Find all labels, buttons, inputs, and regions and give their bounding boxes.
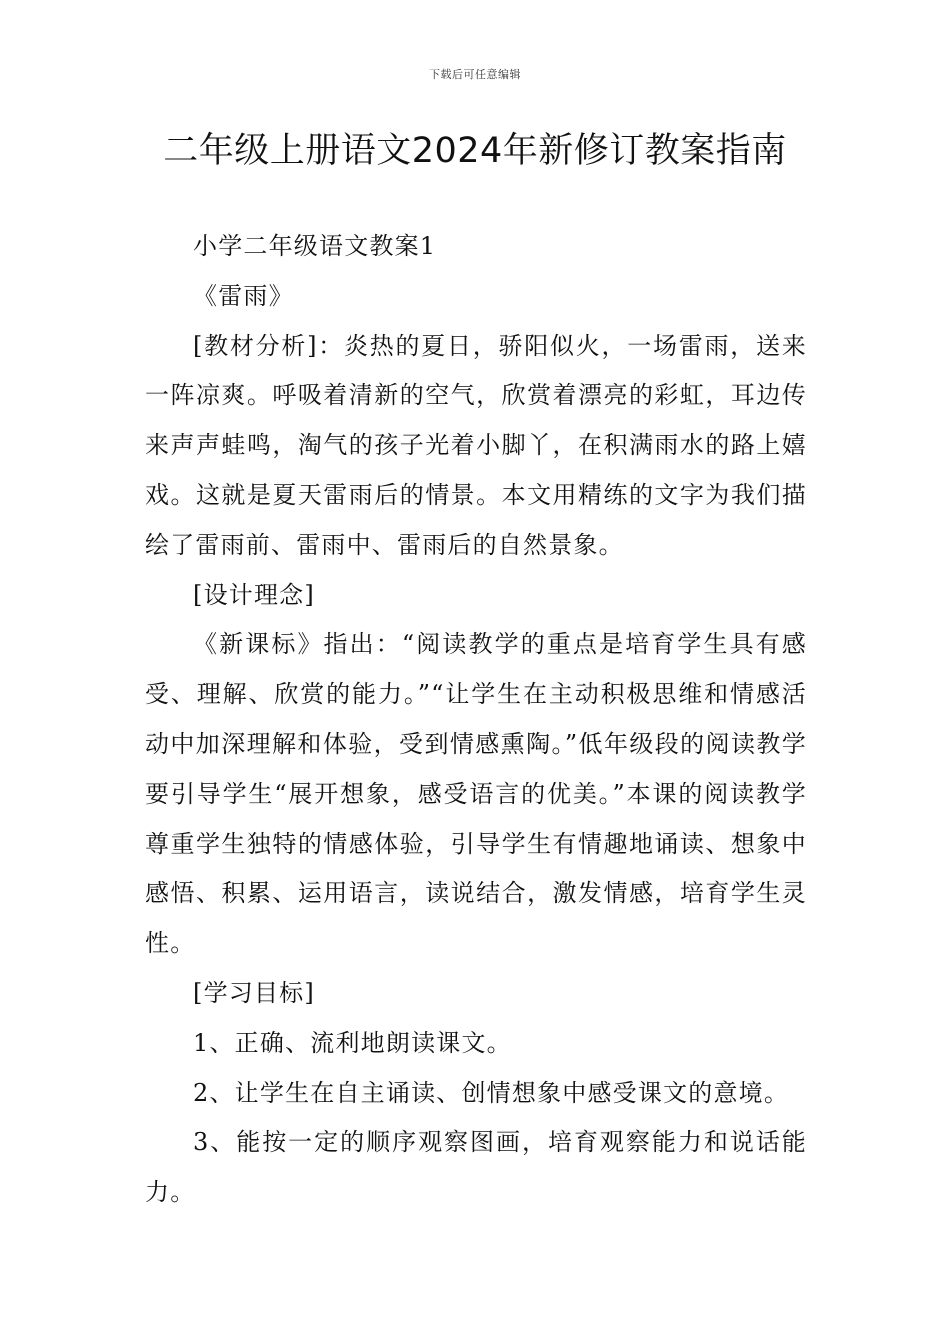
paragraph-textbook-analysis: [教材分析]：炎热的夏日，骄阳似火，一场雷雨，送来一阵凉爽。呼吸着清新的空气，欣赏着漂亮的彩虹，耳边传来声声蛙鸣，淘气的孩子光着小脚丫，在积满雨水的路上嬉戏。这就是夏天雷雨后的情景。本文用精练的文字为我们描绘了雷雨前、雷雨中、雷雨后的自然景象。 — [145, 331, 807, 559]
learning-goal-item: 1、正确、流利地朗读课文。 — [193, 1028, 512, 1057]
header-note: 下载后可任意编辑 — [429, 68, 521, 81]
section-heading-learning-goals: [学习目标] — [193, 978, 315, 1007]
section-heading-design-concept: [设计理念] — [193, 580, 315, 609]
document-title: 二年级上册语文2024年新修订教案指南 — [163, 131, 787, 171]
lesson-title: 《雷雨》 — [193, 281, 294, 310]
document-body — [145, 222, 807, 1218]
learning-goal-item: 2、让学生在自主诵读、创情想象中感受课文的意境。 — [193, 1078, 790, 1107]
lesson-heading: 小学二年级语文教案1 — [193, 232, 437, 260]
paragraph-design-concept: 《新课标》指出：“阅读教学的重点是培育学生具有感受、理解、欣赏的能力。”“让学生在主动积极思维和情感活动中加深理解和体验，受到情感熏陶。”低年级段的阅读教学要引导学生“展开想象，感受语言的优美。”本课的阅读教学尊重学生独特的情感体验，引导学生有情趣地诵读、想象中感悟、积累、运用语言，读说结合，激发情感，培育学生灵性。 — [145, 630, 807, 958]
learning-goal-item: 3、能按一定的顺序观察图画，培育观察能力和说话能力。 — [145, 1128, 807, 1207]
